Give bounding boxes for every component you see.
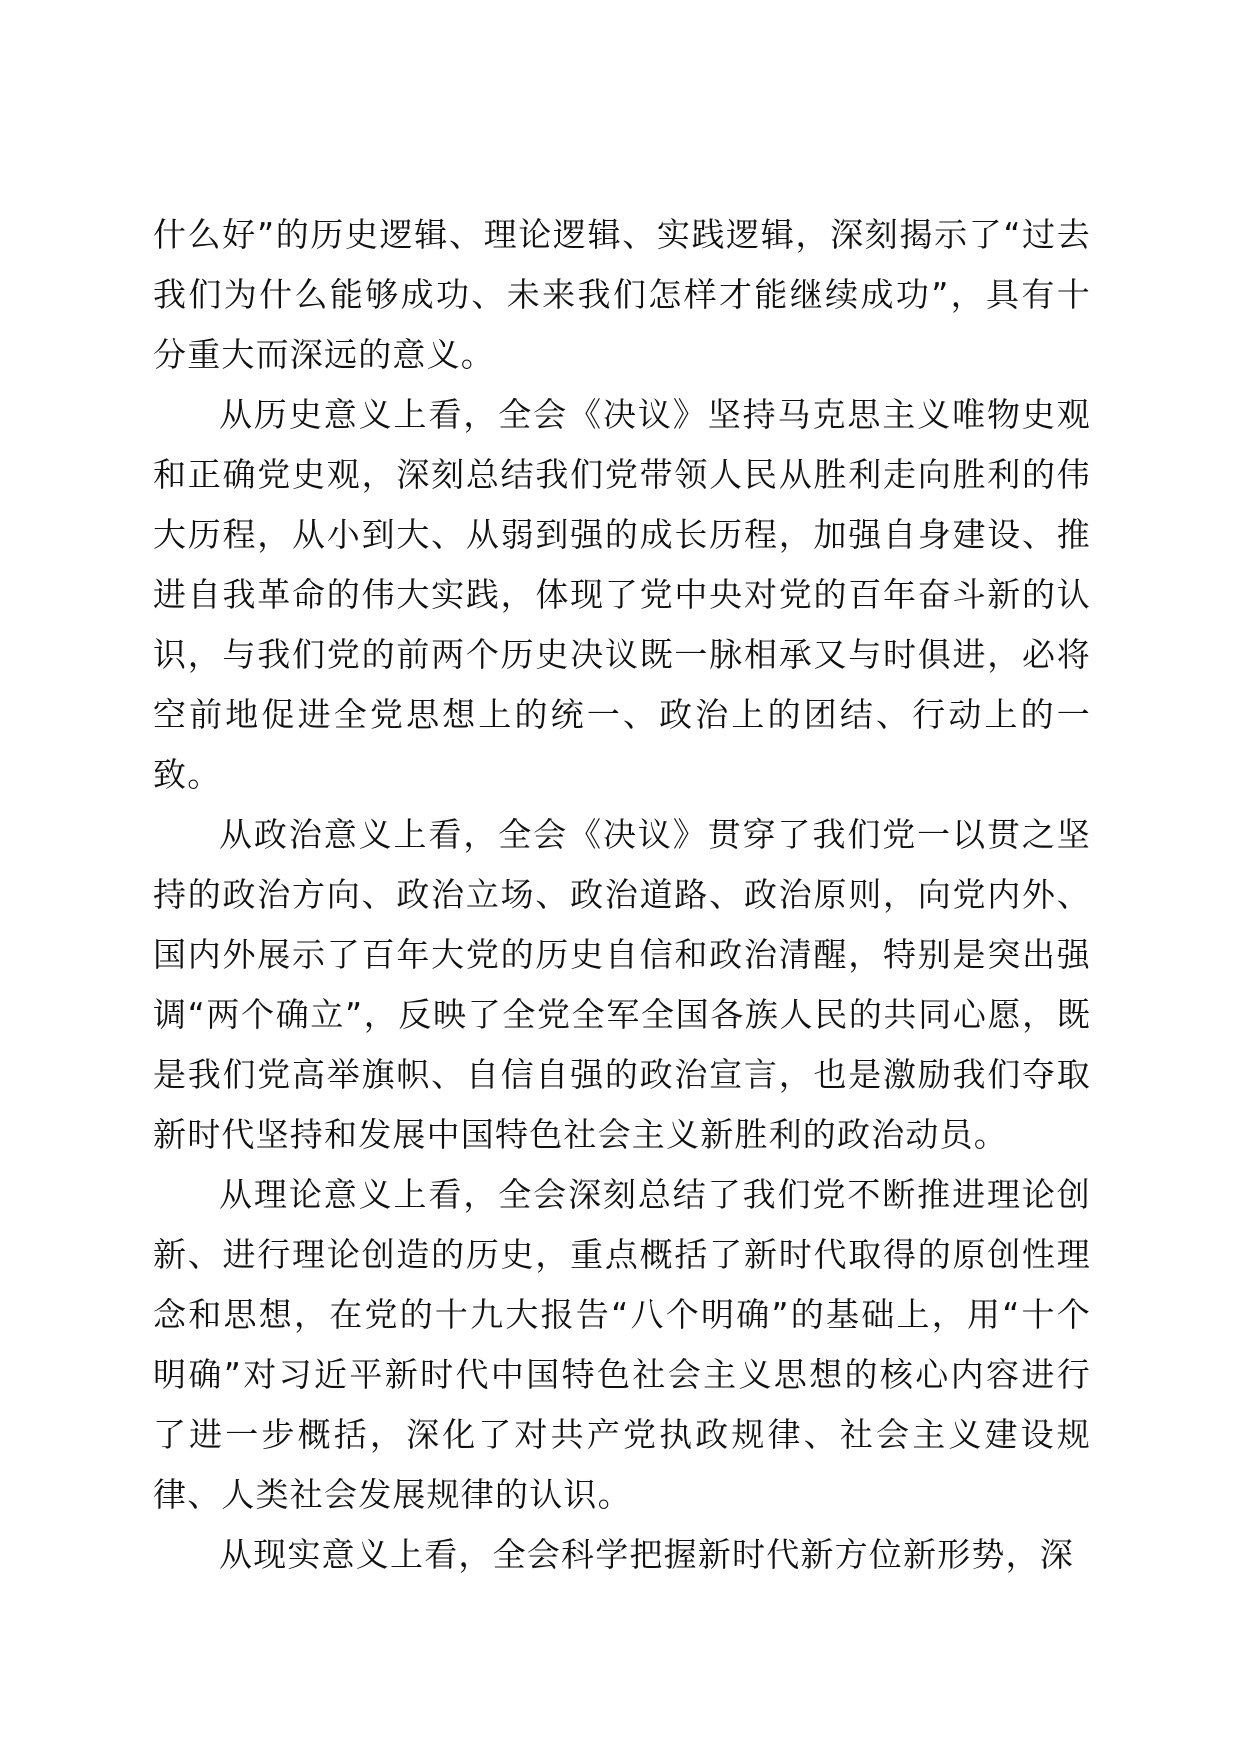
paragraph-political-significance: 从政治意义上看，全会《决议》贯穿了我们党一以贯之坚持的政治方向、政治立场、政治道路、政治原则，向党内外、国内外展示了百年大党的历史自信和政治清醒，特别是突出强调“两个确立”，反映了全党全军全国各族人民的共同心愿，既是我们党高举旗帜、自信自强的政治宣言，也是激励我们夺取新时代坚持和发展中国特色社会主义新胜利的政治动员。 — [153, 815, 1091, 1154]
paragraph-historical-significance: 从历史意义上看，全会《决议》坚持马克思主义唯物史观和正确党史观，深刻总结我们党带领人民从胜利走向胜利的伟大历程，从小到大、从弱到强的成长历程，加强自身建设、推进自我革命的伟大实践，体现了党中央对党的百年奋斗新的认识，与我们党的前两个历史决议既一脉相承又与时俱进，必将空前地促进全党思想上的统一、政治上的团结、行动上的一致。 — [153, 395, 1091, 794]
document-body — [153, 205, 1091, 1585]
paragraph-theoretical-significance: 从理论意义上看，全会深刻总结了我们党不断推进理论创新、进行理论创造的历史，重点概括了新时代取得的原创性理念和思想，在党的十九大报告“八个明确”的基础上，用“十个明确”对习近平新时代中国特色社会主义思想的核心内容进行了进一步概括，深化了对共产党执政规律、社会主义建设规律、人类社会发展规律的认识。 — [153, 1175, 1091, 1514]
paragraph-practical-significance: 从现实意义上看，全会科学把握新时代新方位新形势，深 — [219, 1535, 1074, 1574]
paragraph-continued: 什么好”的历史逻辑、理论逻辑、实践逻辑，深刻揭示了“过去我们为什么能够成功、未来我们怎样才能继续成功”，具有十分重大而深远的意义。 — [153, 215, 1091, 374]
